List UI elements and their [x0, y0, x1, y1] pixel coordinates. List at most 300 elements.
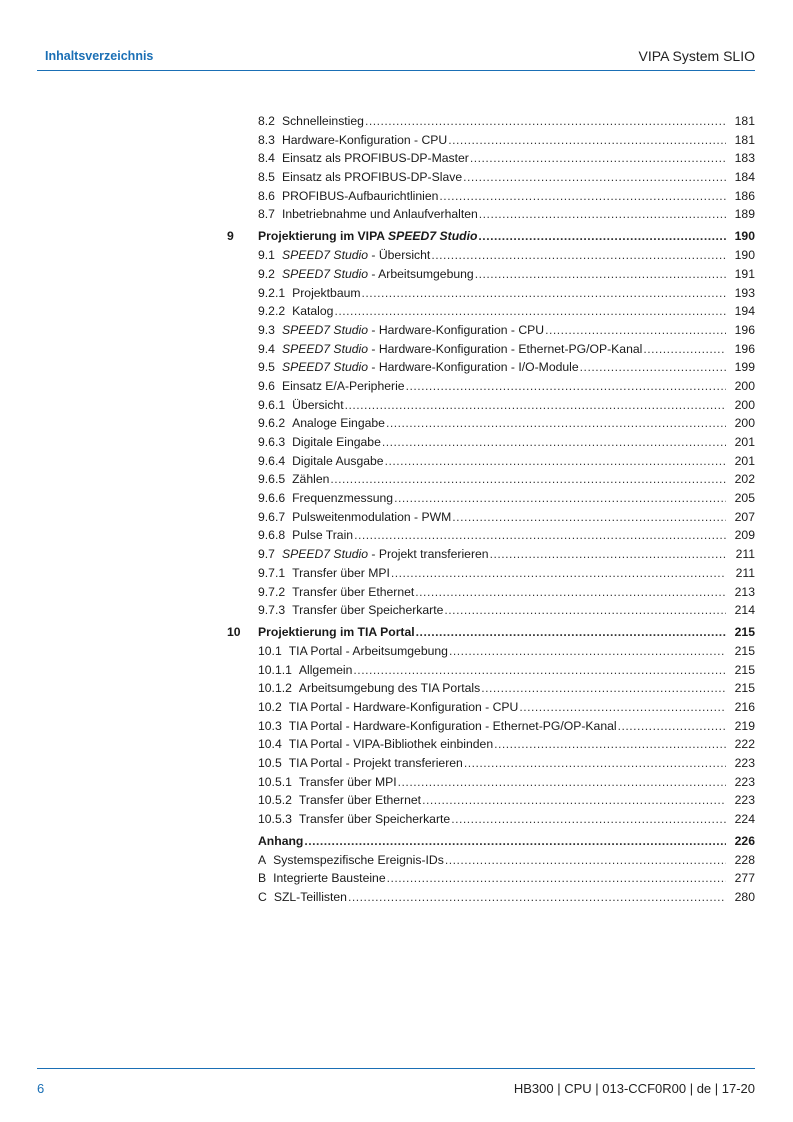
toc-entry-number: 10.5.1	[258, 774, 292, 789]
toc-dot-leader	[330, 470, 726, 489]
toc-page-number: 186	[734, 188, 755, 203]
toc-title-prefix: Anhang	[258, 833, 304, 848]
toc-entry-title	[299, 679, 480, 698]
toc-title-suffix: - Hardware-Konfiguration - Ethernet-PG/OP-Kanal	[368, 341, 643, 356]
toc-entry-number: 10.5.2	[258, 793, 292, 808]
toc-entry-body	[258, 470, 755, 489]
toc-title-text: PROFIBUS-Aufbaurichtlinien	[281, 188, 439, 203]
toc-dot-leader	[475, 265, 726, 284]
toc-entry-title	[258, 227, 477, 246]
toc-entry-number: 8.7	[258, 207, 275, 222]
toc-entry-number: 9.6.5	[258, 472, 286, 487]
toc-title-text: Projektbaum	[292, 285, 361, 300]
toc-page-number: 201	[734, 453, 755, 468]
toc-dot-leader	[643, 340, 726, 359]
toc-entry-body	[258, 284, 755, 303]
toc-entry-number: C	[258, 890, 267, 905]
toc-entry-body	[258, 869, 755, 888]
toc-page-number: 211	[735, 565, 755, 580]
toc-entry-number: 9.5	[258, 360, 275, 375]
toc-page-number: 199	[734, 360, 755, 375]
toc-entry-number: 9.7.3	[258, 603, 286, 618]
toc-entry-title	[282, 377, 405, 396]
toc-title-text: Arbeitsumgebung des TIA Portals	[298, 681, 481, 696]
toc-entry-body	[258, 187, 755, 206]
toc-entry-row[interactable]	[227, 526, 755, 545]
toc-dot-leader	[382, 433, 726, 452]
toc-entry-title	[292, 601, 443, 620]
toc-page-number: 184	[734, 170, 755, 185]
toc-page-number: 200	[734, 378, 755, 393]
toc-dot-leader	[345, 396, 726, 415]
toc-entry-row[interactable]	[227, 131, 755, 150]
toc-entry-row[interactable]	[227, 583, 755, 602]
toc-title-italic: SPEED7 Studio	[281, 547, 368, 562]
toc-entry-number: 8.2	[258, 114, 275, 128]
toc-entry-number: 10.3	[258, 718, 282, 733]
toc-title-suffix: - Übersicht	[368, 248, 431, 263]
toc-title-text: Transfer über Speicherkarte	[298, 812, 451, 827]
toc-entry-title	[299, 773, 397, 792]
toc-title-text: Transfer über MPI	[292, 565, 390, 580]
toc-dot-leader	[445, 851, 726, 870]
toc-entry-title	[282, 545, 489, 564]
toc-title-text: Katalog	[292, 304, 334, 319]
toc-entry-row[interactable]	[227, 642, 755, 661]
toc-entry-row[interactable]	[227, 433, 755, 452]
toc-entry-title	[292, 508, 451, 527]
toc-entry-number: 9.6.6	[258, 491, 286, 506]
toc-entry-body	[258, 358, 755, 377]
toc-page-number: 215	[734, 662, 755, 677]
toc-entry-row[interactable]	[227, 851, 755, 870]
toc-title-italic: SPEED7 Studio	[281, 248, 368, 263]
toc-title-text: Digitale Eingabe	[292, 435, 381, 449]
toc-page-number: 215	[734, 681, 755, 696]
toc-entry-body	[258, 851, 755, 870]
toc-dot-leader	[416, 623, 726, 642]
toc-entry-body	[258, 508, 755, 527]
toc-title-text: Übersicht	[292, 397, 344, 412]
toc-entry-body	[258, 679, 755, 698]
toc-title-text: TIA Portal - Hardware-Konfiguration - Ethernet-PG/OP-Kanal	[288, 718, 617, 733]
toc-dot-leader	[353, 661, 726, 680]
toc-entry-title	[258, 623, 415, 642]
toc-entry-row[interactable]	[227, 698, 755, 717]
toc-entry-title	[282, 112, 364, 131]
header-divider	[37, 70, 755, 71]
toc-entry-title	[282, 149, 469, 168]
toc-entry-row[interactable]	[227, 545, 755, 564]
toc-page-number: 191	[734, 266, 755, 281]
toc-title-text: Einsatz E/A-Peripherie	[281, 378, 405, 393]
toc-entry-row[interactable]	[227, 754, 755, 773]
toc-page-number: 196	[734, 341, 755, 356]
toc-title-italic: SPEED7 Studio	[388, 229, 478, 244]
toc-entry-row[interactable]	[227, 265, 755, 284]
toc-entry-number: 8.6	[258, 188, 275, 203]
toc-entry-row[interactable]	[227, 470, 755, 489]
toc-page-number: 205	[734, 491, 755, 506]
toc-dot-leader	[365, 112, 726, 131]
toc-page-number: 181	[734, 114, 755, 128]
toc-entry-number: 9.3	[258, 322, 275, 337]
toc-entry-title	[292, 452, 383, 471]
toc-dot-leader	[415, 583, 726, 602]
toc-entry-body	[258, 642, 755, 661]
toc-dot-leader	[580, 358, 726, 377]
toc-dot-leader	[464, 754, 726, 773]
toc-title-suffix: - Hardware-Konfiguration - CPU	[368, 322, 545, 337]
toc-entry-title	[292, 489, 393, 508]
toc-entry-row[interactable]	[227, 735, 755, 754]
toc-title-text: SZL-Teillisten	[273, 890, 347, 905]
toc-entry-title	[282, 205, 478, 224]
toc-dot-leader	[448, 131, 726, 150]
toc-entry-row[interactable]	[227, 791, 755, 810]
toc-page-number: 209	[734, 528, 755, 543]
toc-entry-title	[289, 754, 463, 773]
toc-title-text: Zählen	[292, 472, 330, 487]
toc-page-number: 207	[734, 509, 755, 524]
toc-entry-body	[258, 888, 755, 907]
toc-entry-row[interactable]	[227, 205, 755, 224]
toc-entry-body	[258, 321, 755, 340]
toc-title-text: Transfer über Speicherkarte	[292, 603, 444, 618]
toc-entry-row[interactable]	[227, 508, 755, 527]
toc-title-text: TIA Portal - Arbeitsumgebung	[288, 643, 448, 658]
toc-entry-title	[282, 187, 438, 206]
toc-dot-leader	[394, 489, 726, 508]
footer-document-reference: HB300 | CPU | 013-CCF0R00 | de | 17-20	[513, 1081, 755, 1096]
toc-entry-body	[258, 265, 755, 284]
toc-entry-number: 10.4	[258, 737, 282, 752]
toc-page-number: 181	[734, 132, 755, 147]
toc-page-number: 196	[734, 322, 755, 337]
toc-title-text: Inbetriebnahme und Anlaufverhalten	[281, 207, 478, 222]
toc-entry-row[interactable]	[227, 168, 755, 187]
toc-entry-number: B	[258, 871, 267, 886]
toc-entry-body	[258, 661, 755, 680]
toc-entry-number: 10.1.1	[258, 662, 292, 677]
toc-dot-leader	[439, 187, 726, 206]
toc-entry-number: 9.1	[258, 248, 275, 263]
toc-entry-number: 10.5	[258, 756, 282, 770]
toc-entry-body	[258, 832, 755, 851]
toc-dot-leader	[422, 791, 726, 810]
toc-dot-leader	[348, 888, 726, 907]
toc-page-number: 202	[734, 472, 755, 487]
toc-page-number: 213	[734, 584, 755, 599]
toc-entry-row[interactable]	[227, 284, 755, 303]
toc-entry-body	[258, 717, 755, 736]
toc-entry-title	[292, 526, 353, 545]
toc-entry-body	[258, 433, 755, 452]
toc-title-text: Transfer über Ethernet	[292, 584, 415, 599]
toc-page-number: 211	[735, 547, 755, 562]
toc-dot-leader	[478, 227, 726, 246]
toc-dot-leader	[618, 717, 726, 736]
toc-dot-leader	[406, 377, 726, 396]
toc-title-text: Transfer über MPI	[298, 774, 397, 789]
toc-entry-body	[258, 131, 755, 150]
header-product-name: VIPA System SLIO	[638, 48, 755, 64]
toc-entry-row[interactable]	[227, 564, 755, 583]
toc-entry-title	[289, 735, 493, 754]
toc-entry-row[interactable]	[227, 112, 755, 131]
toc-dot-leader	[463, 168, 726, 187]
toc-entry-row[interactable]	[227, 661, 755, 680]
toc-entry-body	[258, 302, 755, 321]
toc-entry-title	[282, 131, 447, 150]
toc-entry-title	[292, 433, 381, 452]
toc-entry-number: 10.2	[258, 699, 282, 714]
toc-title-suffix: - Hardware-Konfiguration - I/O-Module	[368, 360, 579, 375]
toc-entry-title	[299, 661, 353, 680]
footer-divider	[37, 1068, 755, 1069]
toc-entry-number: 9.7	[258, 547, 275, 562]
toc-page-number: 190	[734, 248, 755, 263]
toc-entry-title	[282, 265, 474, 284]
toc-page-number: 200	[734, 397, 755, 412]
toc-entry-title	[299, 791, 421, 810]
toc-entry-title	[292, 583, 414, 602]
toc-page-number: 222	[734, 737, 755, 752]
toc-entry-row[interactable]	[227, 489, 755, 508]
toc-entry-title	[258, 832, 303, 851]
toc-page-number: 189	[734, 207, 755, 222]
toc-entry-title	[274, 888, 347, 907]
toc-entry-row[interactable]	[227, 377, 755, 396]
table-of-contents	[227, 112, 755, 907]
toc-entry-title	[292, 564, 390, 583]
toc-entry-number: A	[258, 852, 267, 867]
toc-entry-row[interactable]	[227, 810, 755, 829]
toc-entry-row[interactable]	[227, 414, 755, 433]
toc-entry-body	[258, 735, 755, 754]
toc-title-prefix: Projektierung im VIPA	[258, 229, 389, 244]
toc-dot-leader	[362, 284, 726, 303]
toc-title-text: TIA Portal - VIPA-Bibliothek einbinden	[288, 737, 494, 752]
toc-entry-number: 9.6	[258, 378, 275, 393]
toc-entry-row[interactable]	[227, 340, 755, 359]
toc-title-text: Allgemein	[298, 662, 353, 677]
toc-entry-title	[292, 284, 360, 303]
toc-dot-leader	[470, 149, 726, 168]
toc-page-number: 215	[734, 643, 755, 658]
toc-entry-body	[258, 246, 755, 265]
toc-title-italic: SPEED7 Studio	[281, 266, 368, 281]
toc-dot-leader	[386, 414, 726, 433]
toc-chapter-number: 9	[227, 229, 234, 244]
toc-entry-title	[292, 302, 333, 321]
toc-entry-body	[258, 810, 755, 829]
toc-entry-number: 8.5	[258, 170, 275, 185]
toc-entry-body	[258, 773, 755, 792]
toc-dot-leader	[494, 735, 726, 754]
header-section-title: Inhaltsverzeichnis	[45, 49, 154, 63]
footer-page-number: 6	[37, 1081, 45, 1096]
toc-entry-body	[258, 377, 755, 396]
toc-title-text: Schnelleinstieg	[281, 114, 364, 128]
toc-dot-leader	[452, 508, 726, 527]
toc-dot-leader	[449, 642, 726, 661]
toc-entry-title	[292, 414, 385, 433]
toc-entry-title	[282, 168, 462, 187]
toc-title-text: TIA Portal - Projekt transferieren	[288, 756, 463, 770]
toc-page-number: 228	[734, 852, 755, 867]
toc-entry-row[interactable]	[227, 869, 755, 888]
toc-entry-body	[258, 340, 755, 359]
toc-entry-number: 10.5.3	[258, 812, 292, 827]
toc-page-number: 215	[734, 624, 755, 639]
toc-title-suffix: - Arbeitsumgebung	[368, 266, 474, 281]
toc-dot-leader	[481, 679, 726, 698]
toc-entry-number: 9.6.7	[258, 509, 286, 524]
toc-entry-row[interactable]	[227, 321, 755, 340]
toc-entry-body	[258, 414, 755, 433]
toc-entry-title	[282, 321, 544, 340]
toc-entry-number: 10.1	[258, 643, 282, 658]
toc-entry-body	[258, 168, 755, 187]
toc-entry-number: 10.1.2	[258, 681, 292, 696]
toc-dot-leader	[385, 452, 726, 471]
toc-entry-title	[282, 246, 430, 265]
toc-title-text: Transfer über Ethernet	[298, 793, 422, 808]
toc-entry-number: 9.6.3	[258, 435, 286, 449]
toc-page-number: 201	[734, 435, 755, 449]
toc-entry-body	[258, 489, 755, 508]
toc-entry-body	[258, 526, 755, 545]
toc-chapter-row[interactable]	[227, 832, 755, 851]
toc-entry-title	[273, 869, 385, 888]
toc-entry-body	[258, 623, 755, 642]
toc-title-text: Pulsweitenmodulation - PWM	[292, 509, 452, 524]
toc-entry-body	[258, 601, 755, 620]
toc-entry-body	[258, 698, 755, 717]
toc-entry-body	[258, 227, 755, 246]
toc-entry-title	[289, 642, 448, 661]
toc-dot-leader	[479, 205, 726, 224]
toc-page-number: 200	[734, 416, 755, 431]
toc-page-number: 219	[734, 718, 755, 733]
toc-entry-title	[292, 470, 329, 489]
toc-entry-row[interactable]	[227, 358, 755, 377]
toc-page-number: 280	[734, 890, 755, 905]
toc-entry-number: 9.2	[258, 266, 275, 281]
toc-entry-row[interactable]	[227, 396, 755, 415]
toc-entry-title	[292, 396, 343, 415]
toc-chapter-number: 10	[227, 624, 241, 639]
toc-dot-leader	[545, 321, 726, 340]
toc-title-text: Systemspezifische Ereignis-IDs	[273, 852, 444, 867]
toc-entry-number: 9.7.1	[258, 565, 286, 580]
toc-entry-body	[258, 205, 755, 224]
toc-entry-row[interactable]	[227, 452, 755, 471]
toc-entry-body	[258, 791, 755, 810]
toc-dot-leader	[490, 545, 726, 564]
toc-title-text: Einsatz als PROFIBUS-DP-Slave	[281, 170, 463, 185]
toc-entry-row[interactable]	[227, 888, 755, 907]
toc-entry-body	[258, 754, 755, 773]
toc-entry-number: 8.3	[258, 132, 275, 147]
toc-entry-row[interactable]	[227, 601, 755, 620]
toc-title-text: Analoge Eingabe	[292, 416, 385, 431]
toc-entry-body	[258, 112, 755, 131]
toc-title-text: Pulse Train	[292, 528, 354, 543]
toc-entry-title	[282, 358, 579, 377]
toc-entry-body	[258, 545, 755, 564]
toc-dot-leader	[444, 601, 726, 620]
toc-entry-row[interactable]	[227, 773, 755, 792]
toc-entry-number: 9.6.2	[258, 416, 286, 431]
toc-title-text: TIA Portal - Hardware-Konfiguration - CPU	[288, 699, 519, 714]
toc-entry-row[interactable]	[227, 149, 755, 168]
toc-entry-body	[258, 452, 755, 471]
toc-entry-number: 9.6.4	[258, 453, 286, 468]
toc-entry-number: 9.7.2	[258, 584, 286, 599]
toc-title-italic: SPEED7 Studio	[281, 341, 368, 356]
toc-title-text: Frequenzmessung	[292, 491, 394, 506]
toc-entry-row[interactable]	[227, 246, 755, 265]
toc-chapter-row[interactable]	[227, 227, 755, 246]
toc-dot-leader	[304, 832, 726, 851]
toc-entry-title	[299, 810, 450, 829]
toc-entry-body	[258, 149, 755, 168]
toc-entry-row[interactable]	[227, 187, 755, 206]
toc-page-number: 223	[734, 756, 755, 770]
toc-page-number: 193	[734, 285, 755, 300]
toc-dot-leader	[334, 302, 726, 321]
toc-entry-number: 9.6.8	[258, 528, 286, 543]
toc-page-number: 216	[734, 699, 755, 714]
toc-dot-leader	[519, 698, 726, 717]
toc-entry-title	[282, 340, 642, 359]
toc-title-text: Einsatz als PROFIBUS-DP-Master	[281, 151, 469, 166]
toc-entry-row[interactable]	[227, 679, 755, 698]
toc-dot-leader	[431, 246, 726, 265]
toc-entry-body	[258, 564, 755, 583]
toc-entry-number: 9.4	[258, 341, 275, 356]
toc-entry-title	[289, 698, 519, 717]
toc-dot-leader	[451, 810, 726, 829]
toc-page-number: 214	[734, 603, 755, 618]
toc-entry-row[interactable]	[227, 717, 755, 736]
toc-title-text: Integrierte Bausteine	[273, 871, 386, 886]
toc-entry-number: 9.6.1	[258, 397, 286, 412]
toc-page-number: 223	[734, 793, 755, 808]
toc-entry-number: 9.2.1	[258, 285, 286, 300]
toc-entry-title	[273, 851, 444, 870]
toc-dot-leader	[391, 564, 726, 583]
toc-entry-number: 9.2.2	[258, 304, 286, 319]
toc-dot-leader	[354, 526, 726, 545]
toc-entry-number: 8.4	[258, 151, 275, 166]
toc-page-number: 183	[734, 151, 755, 166]
toc-page-number: 194	[734, 304, 755, 319]
toc-page-number: 224	[734, 812, 755, 827]
toc-title-italic: SPEED7 Studio	[281, 322, 368, 337]
toc-title-italic: SPEED7 Studio	[281, 360, 368, 375]
toc-dot-leader	[398, 773, 726, 792]
toc-entry-title	[289, 717, 617, 736]
toc-entry-row[interactable]	[227, 302, 755, 321]
toc-title-suffix: - Projekt transferieren	[368, 547, 489, 562]
toc-title-text: Digitale Ausgabe	[292, 453, 384, 468]
toc-chapter-row[interactable]	[227, 623, 755, 642]
toc-title-prefix: Projektierung im TIA Portal	[258, 624, 415, 639]
toc-entry-body	[258, 583, 755, 602]
